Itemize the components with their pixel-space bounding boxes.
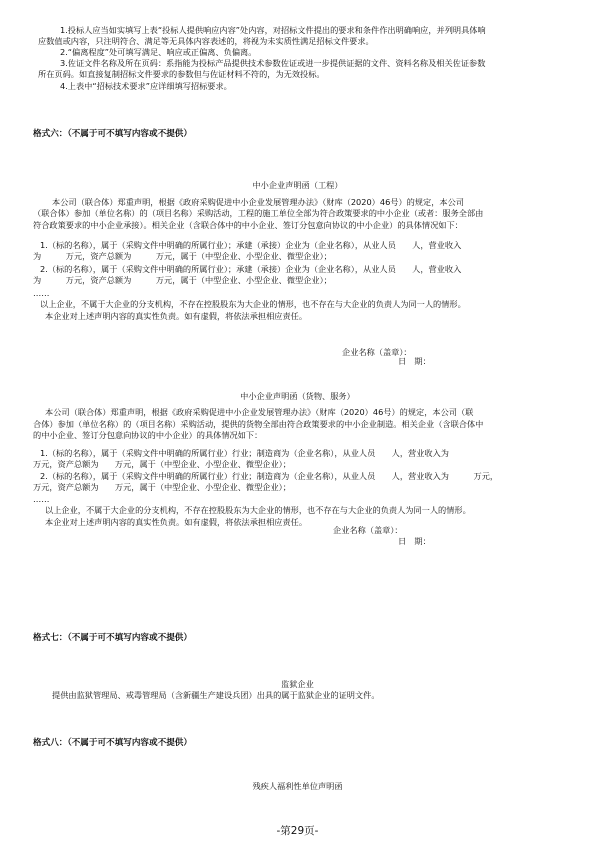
- declaration-line: 合体）参加（单位名称）的（项目名称）采购活动，提供的货物全部由符合政策要求的中小企业制造。相关企业（含联合体中: [33, 419, 484, 429]
- declaration-line: 2.（标的名称），属于（采购文件中明确的所属行业）行业；制造商为（企业名称），从业人员 人，营业收入为 万元，: [40, 471, 499, 481]
- declaration-line: 本公司（联合体）郑重声明，根据《政府采购促进中小企业发展管理办法》（财库（2020）46号）的规定，本公司: [52, 197, 464, 207]
- signature-name-label: 企业名称（盖章）：: [342, 347, 412, 357]
- section-heading-format6: 格式六：（不属于可不填写内容或不提供）: [33, 129, 192, 139]
- note-line: 1.投标人应当如实填写上表“投标人提供响应内容”处内容，对招标文件提出的要求和条件作出明确响应，并列明具体响: [60, 25, 486, 35]
- prison-enterprise-title: 监狱企业: [281, 679, 314, 689]
- declaration-line: 为 万元，资产总额为 万元，属于（中型企业、小型企业、微型企业）；: [33, 275, 332, 285]
- signature-name-label: 企业名称（盖章）：: [333, 525, 403, 535]
- note-line: 3.佐证文件名称及所在页码：系指能为投标产品提供技术参数佐证或进一步提供证据的文件、资料名称及相关佐证参数: [60, 58, 486, 68]
- declaration-line: 的中小企业、签订分包意向协议的中小企业）的具体情况如下：: [33, 430, 263, 440]
- declaration-line: ……: [33, 288, 50, 298]
- signature-date-label: 日 期：: [398, 356, 431, 366]
- section-heading-format8: 格式八：（不属于可不填写内容或不提供）: [33, 738, 192, 748]
- signature-date-label: 日 期：: [398, 536, 431, 546]
- note-line: 所在页码。如直接复制招标文件要求的参数但与佐证材料不符的，为无效投标。: [38, 69, 325, 79]
- note-line: 2.“偏离程度”处可填写满足、响应或正偏离、负偏离。: [60, 47, 257, 57]
- declaration-line: 以上企业，不属于大企业的分支机构，不存在控股股东为大企业的情形，也不存在与大企业的负责人为同一人的情形。: [45, 505, 471, 515]
- declaration-line: 1.（标的名称），属于（采购文件中明确的所属行业）行业；制造商为（企业名称），从业人员 人，营业收入为: [40, 448, 449, 458]
- prison-enterprise-body: 提供由监狱管理局、戒毒管理局（含新疆生产建设兵团）出具的属于监狱企业的证明文件。: [52, 690, 380, 700]
- declaration-line: （联合体）参加（单位名称）的（项目名称）采购活动，工程的施工单位全部为符合政策要求的中小企业（或者：服务全部由: [33, 208, 484, 218]
- note-line: 应数值或内容，只注明符合、满足等无具体内容表述的，将视为未实质性满足招标文件要求。: [38, 36, 374, 46]
- declaration-line: 2.（标的名称），属于（采购文件中明确的所属行业）；承建（承接）企业为（企业名称），从业人员 人，营业收入: [40, 264, 462, 274]
- declaration-line: 万元，资产总额为 万元，属于（中型企业、小型企业、微型企业）；: [33, 482, 291, 492]
- declaration-line: 以上企业，不属于大企业的分支机构，不存在控股股东为大企业的情形，也不存在与大企业的负责人为同一人的情形。: [40, 299, 466, 309]
- declaration-title-engineering: 中小企业声明函（工程）: [252, 180, 343, 190]
- declaration-line: 符合政策要求的中小企业承接）。相关企业（含联合体中的中小企业、签订分包意向协议的中小企业）的具体情况如下：: [33, 220, 463, 230]
- declaration-title-goods: 中小企业声明函（货物、服务）: [240, 391, 355, 401]
- section-heading-format7: 格式七：（不属于可不填写内容或不提供）: [33, 633, 192, 643]
- declaration-line: 为 万元，资产总额为 万元，属于（中型企业、小型企业、微型企业）；: [33, 251, 332, 261]
- declaration-line: 本企业对上述声明内容的真实性负责。如有虚假，将依法承担相应责任。: [45, 517, 308, 527]
- note-line: 4.上表中“招标技术要求”应详细填写招标要求。: [60, 81, 232, 91]
- declaration-line: 本公司（联合体）郑重声明，根据《政府采购促进中小企业发展管理办法》（财库（2020）46号）的规定，本公司（联: [45, 407, 474, 417]
- page-number: -第29页-: [276, 825, 319, 837]
- declaration-line: 万元，资产总额为 万元，属于（中型企业、小型企业、微型企业）；: [33, 459, 291, 469]
- declaration-line: 1.（标的名称），属于（采购文件中明确的所属行业）；承建（承接）企业为（企业名称），从业人员 人，营业收入: [40, 240, 462, 250]
- declaration-line: ……: [33, 494, 50, 504]
- disabled-welfare-title: 残疾人福利性单位声明函: [252, 781, 343, 791]
- declaration-line: 本企业对上述声明内容的真实性负责。如有虚假，将依法承担相应责任。: [45, 311, 308, 321]
